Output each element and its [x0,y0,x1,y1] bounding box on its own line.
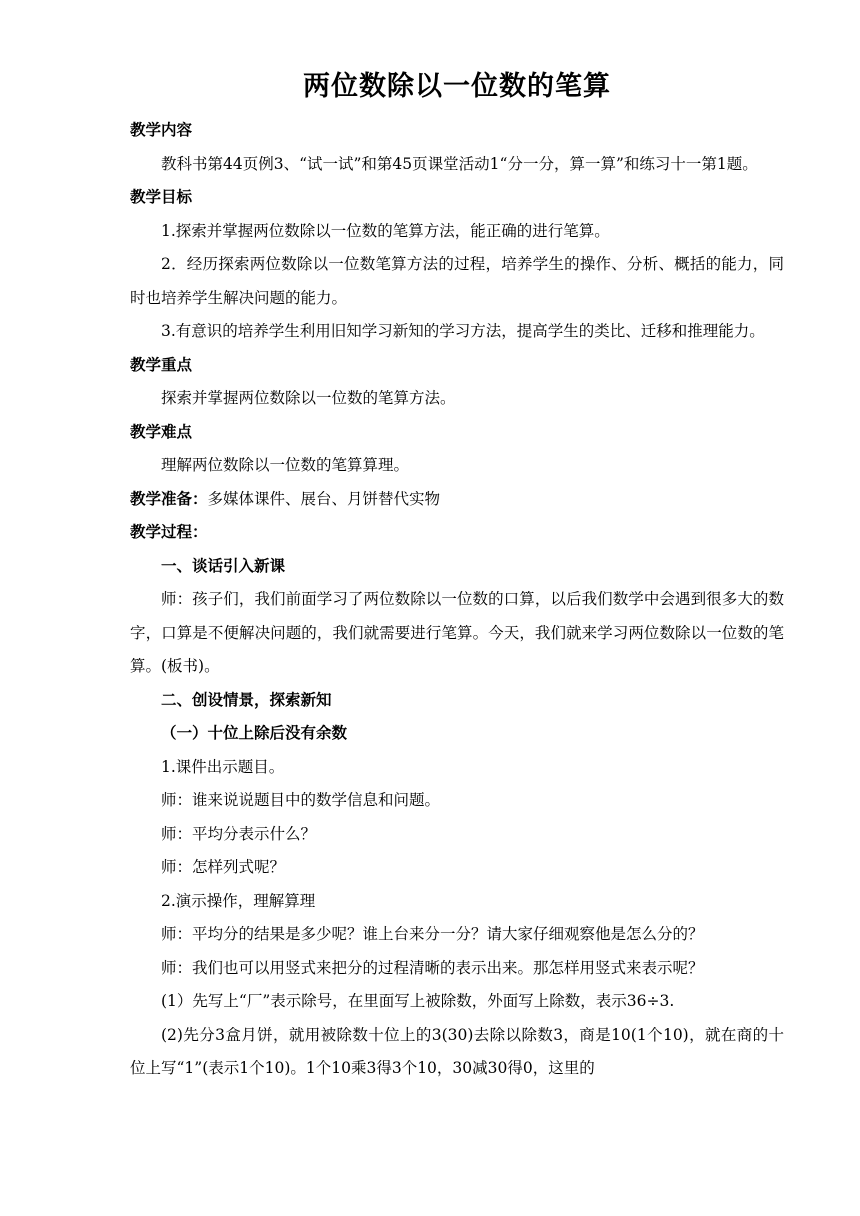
step-item: 2.演示操作，理解算理 [161,891,316,910]
teacher-question: 师：平均分的结果是多少呢？谁上台来分一分？请大家仔细观察他是怎么分的？ [161,925,704,943]
part1-text: 师：孩子们，我们前面学习了两位数除以一位数的口算，以后我们数学中会遇到很多大的数字，口算是不便解决问题的，我们就需要进行笔算。今天，我们就来学习两位数除以一位数的笔算。(板书)。 [130,590,784,675]
key-text: 探索并掌握两位数除以一位数的笔算方法。 [161,389,456,407]
step-item: 1.课件出示题目。 [161,757,285,776]
goal-item: 1.探索并掌握两位数除以一位数的笔算方法，能正确的进行笔算。 [161,221,610,240]
document-page [130,68,784,1086]
prep-text: 多媒体课件、展台、月饼替代实物 [207,489,441,508]
detail-item: (1）先写上“厂”表示除号，在里面写上被除数，外面写上除数，表示36÷3. [161,992,675,1010]
process-heading: 教学过程： [130,523,208,541]
goal-item: 2．经历探索两位数除以一位数笔算方法的过程，培养学生的操作、分析、概括的能力，同时也培养学生解决问题的能力。 [130,255,784,307]
teacher-question: 师：谁来说说题目中的数学信息和问题。 [161,791,441,809]
prep-line [130,483,784,517]
detail-item: (2)先分3盒月饼，就用被除数十位上的3(30)去除以除数3，商是10(1个10)，就在商的十位上写“1”(表示1个10)。1个10乘3得3个10，30减30得0，这里的 [130,1025,784,1077]
goals-heading: 教学目标 [130,188,193,206]
teacher-question: 师：我们也可以用竖式来把分的过程清晰的表示出来。那怎样用竖式来表示呢？ [161,958,704,977]
teacher-question: 师：平均分表示什么？ [161,824,317,843]
difficulty-text: 理解两位数除以一位数的笔算算理。 [161,456,410,474]
content-heading: 教学内容 [130,121,193,139]
key-heading: 教学重点 [130,355,193,374]
document-title: 两位数除以一位数的笔算 [303,71,611,102]
difficulty-heading: 教学难点 [130,422,193,441]
teacher-question: 师：怎样列式呢？ [161,858,286,876]
content-text: 教科书第44页例3、“试一试”和第45页课堂活动1“分一分，算一算”和练习十一第1题。 [161,154,758,173]
prep-label: 教学准备： [130,489,208,508]
part2-heading: 二、创设情景，探索新知 [161,690,332,709]
part2-subheading: （一）十位上除后没有余数 [161,724,348,742]
goal-item: 3.有意识的培养学生利用旧知学习新知的学习方法，提高学生的类比、迁移和推理能力。 [161,322,765,340]
part1-heading: 一、谈话引入新课 [161,556,286,575]
